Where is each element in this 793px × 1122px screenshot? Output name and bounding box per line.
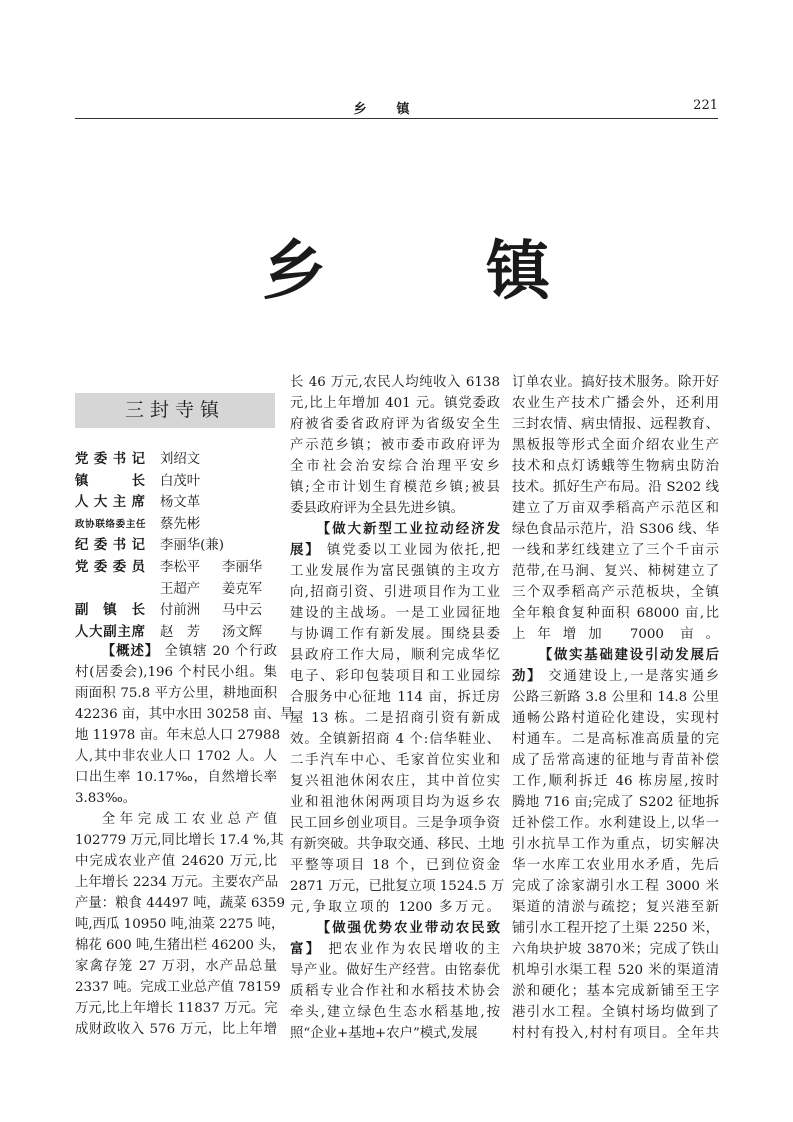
- text-line: 港引水工程。全镇村场均做到了: [512, 1005, 719, 1020]
- text-line: 102779 万元,同比增长 17.4 %,其: [75, 833, 284, 848]
- page-title-char-2: 镇: [486, 234, 550, 309]
- staff-row: [75, 535, 285, 557]
- text-line: 质稻专业合作社和水稻技术协会: [290, 984, 500, 999]
- page-number: 221: [693, 98, 718, 113]
- staff-name: 白茂叶: [160, 473, 201, 489]
- text-line: 屋 13 栋。二是招商引资有新成: [290, 711, 500, 726]
- text-line: 成了岳常高速的征地与青苗补偿: [512, 753, 719, 768]
- staff-name: 李丽华(兼): [160, 538, 225, 554]
- text-line: 范带,在马涧、复兴、柿树建立了: [512, 564, 719, 579]
- text-line: 效。全镇新招商 4 个:信华鞋业、: [290, 732, 500, 747]
- text-line: 一线和茅红线建立了三个千亩示: [512, 543, 719, 558]
- text-run: 把农业作为农民增收的主: [321, 942, 500, 957]
- staff-name: 汤文辉: [222, 624, 263, 640]
- text-line: 绿色食品示范片，沿 S306 线、华: [512, 522, 719, 537]
- town-title: 三封寺镇: [75, 393, 275, 428]
- text-line: 技术和点灯诱蛾等生物病虫防治: [512, 459, 719, 474]
- staff-name: 刘绍文: [160, 452, 201, 467]
- column-2: [290, 372, 505, 1044]
- staff-role: 党委委员: [75, 559, 145, 575]
- text-line: 工作,顺利拆迁 46 栋房屋,按时: [512, 774, 719, 789]
- section-heading: 富】: [290, 942, 322, 957]
- text-line: 引水抗旱工作为重点，切实解决: [512, 837, 719, 852]
- staff-row: [75, 492, 285, 514]
- text-line: [290, 918, 500, 939]
- running-header: [75, 96, 718, 119]
- column-3: [512, 372, 719, 1044]
- staff-row: [75, 579, 285, 601]
- text-line: 元,比上年增加 401 元。镇党委政: [290, 396, 500, 411]
- staff-row: [75, 514, 285, 536]
- text-line: 三封农情、病虫情报、远程教育、: [512, 417, 719, 432]
- text-line: 地 11978 亩。年末总人口 27988: [75, 728, 281, 743]
- text-line: 棉花 600 吨,生猪出栏 46200 头，: [75, 938, 285, 953]
- text-line: 二手汽车中心、毛家首位实业和: [290, 753, 500, 768]
- text-line: [290, 540, 500, 561]
- text-line: 42236 亩，其中水田 30258 亩、旱: [75, 707, 294, 722]
- text-line: 三个双季稻高产示范板块，全镇: [512, 585, 719, 600]
- text-line: 村(居委会),196 个村民小组。集: [75, 665, 277, 680]
- text-line: 华一水库工农业用水矛盾，先后: [512, 858, 719, 873]
- text-line: 迁补偿工作。水利建设上,以华一: [512, 816, 719, 831]
- text-line: 六角块护坡 3870米；完成了铁山: [512, 942, 719, 957]
- section-heading: 【概述】: [101, 644, 160, 659]
- staff-role: 纪委书记: [75, 538, 145, 554]
- staff-name: 赵 芳: [160, 624, 201, 640]
- staff-role: 人大主席: [75, 495, 145, 511]
- text-line: 电子、彩印包装项目和工业园综: [290, 669, 500, 684]
- text-run: 全镇辖 20 个行政: [159, 644, 277, 659]
- staff-role: 镇长: [75, 473, 145, 489]
- text-line: 村村有投入,村村有项目。全年共: [512, 1026, 719, 1041]
- text-line: 腾地 716 亩;完成了 S202 征地拆: [512, 795, 719, 810]
- text-line: 建设的主战场。一是工业园征地: [290, 606, 500, 621]
- text-line: 平整等项目 18 个，已到位资金: [290, 858, 500, 873]
- staff-role: 党委书记: [75, 452, 145, 467]
- text-run: 交通建设上,一是落实通乡: [542, 669, 720, 684]
- staff-name: 杨文革: [160, 495, 201, 511]
- text-line: 农业生产技术广播会外，还利用: [512, 396, 719, 411]
- text-line: 与协调工作有新发展。围绕县委: [290, 627, 500, 642]
- text-line: 黑板报等形式全面介绍农业生产: [512, 438, 719, 453]
- text-line: 机埠引水渠工程 520 米的渠道清: [512, 963, 719, 978]
- text-line: 牵头,建立绿色生态水稻基地,按: [290, 1005, 500, 1020]
- text-line: 2871 万元，已批复立项 1524.5 万: [290, 879, 505, 894]
- staff-name: 付前洲: [160, 603, 201, 619]
- text-line: 公路三新路 3.8 公里和 14.8 公里: [512, 690, 719, 705]
- text-line: 人,其中非农业人口 1702 人。人: [75, 749, 277, 764]
- text-line: 全年粮食复种面积 68000 亩,比: [512, 606, 719, 621]
- text-line: 导产业。做好生产经营。由铭泰优: [290, 963, 500, 978]
- text-line: 淤和硬化；基本完成新铺至王字: [512, 984, 719, 999]
- text-line: 全市社会治安综合治理平安乡: [290, 459, 500, 474]
- staff-name: 李松平: [160, 559, 201, 575]
- text-line: 长 46 万元,农民人均纯收入 6138: [290, 375, 500, 390]
- column-1: [75, 641, 294, 1040]
- text-line: 产示范乡镇；被市委市政府评为: [290, 438, 500, 453]
- text-line: 委县政府评为全县先进乡镇。: [290, 501, 465, 516]
- text-line: 铺引水工程开挖了土渠 2250 米，: [512, 921, 719, 936]
- text-line: 上年增长 2234 万元。主要农产品: [75, 875, 279, 890]
- staff-role: 政协联络委主任: [75, 518, 145, 530]
- text-line: [512, 666, 719, 687]
- section-heading: 【做强优势农业带动农民致: [316, 921, 500, 936]
- section-heading: 【做大新型工业拉动经济发: [316, 522, 500, 537]
- section-heading: 劲】: [512, 669, 543, 684]
- text-line: 中完成农业产值 24620 万元,比: [75, 854, 277, 869]
- text-line: 元,争取立项的 1200 多万元。: [290, 900, 500, 915]
- text-line: 村通车。二是高标准高质量的完: [512, 732, 719, 747]
- staff-list: [75, 449, 285, 643]
- text-line: 口出生率 10.17‰，自然增长率: [75, 770, 277, 785]
- staff-role: 人大副主席: [75, 624, 145, 640]
- text-line: 通畅公路村道砼化建设，实现村: [512, 711, 719, 726]
- text-line: [290, 519, 500, 540]
- text-line: 全年完成工农业总产值: [101, 812, 277, 827]
- staff-name: 蔡先彬: [160, 516, 201, 532]
- text-line: 2337 吨。完成工业总产值 78159: [75, 980, 281, 995]
- text-line: 有新突破。共争取交通、移民、土地: [290, 837, 505, 852]
- text-line: 复兴祖池休闲农庄，其中首位实: [290, 774, 500, 789]
- text-line: 吨,西瓜 10950 吨,油菜 2275 吨，: [75, 917, 285, 932]
- staff-row: [75, 471, 285, 493]
- page-title-char-1: 乡: [262, 234, 326, 309]
- text-line: 向,招商引资、引进项目作为工业: [290, 585, 500, 600]
- text-line: 上年增加 7000 亩。: [512, 627, 719, 642]
- text-line: 照“企业+基地+农户”模式,发展: [290, 1026, 478, 1041]
- text-line: 民工回乡创业项目。三是争项争资: [290, 816, 500, 831]
- text-line: 雨面积 75.8 平方公里，耕地面积: [75, 686, 277, 701]
- text-line: 建立了万亩双季稻高产示范区和: [512, 501, 719, 516]
- staff-row: [75, 600, 285, 622]
- text-line: 渠道的清淤与疏挖；复兴港至新: [512, 900, 719, 915]
- text-run: 镇党委以工业园为依托,把: [320, 543, 501, 558]
- text-line: 工业发展作为富民强镇的主攻方: [290, 564, 500, 579]
- staff-name: 姜克军: [222, 581, 263, 597]
- text-line: 万元,比上年增长 11837 万元。完: [75, 1001, 278, 1016]
- text-line: 成财政收入 576 万元，比上年增: [75, 1022, 277, 1037]
- text-line: [290, 939, 500, 960]
- text-line: 县政府工作大局，顺利完成华忆: [290, 648, 500, 663]
- text-line: 订单农业。搞好技术服务。除开好: [512, 375, 719, 390]
- staff-row: [75, 449, 285, 471]
- staff-name: 王超产: [160, 581, 201, 597]
- text-line: 产量：粮食 44497 吨，蔬菜 6359: [75, 896, 285, 911]
- running-header-section: 乡镇: [353, 102, 440, 117]
- text-line: 完成了涂家湖引水工程 3000 米: [512, 879, 719, 894]
- text-line: 业和祖池休闲两项目均为返乡农: [290, 795, 500, 810]
- staff-row: [75, 557, 285, 579]
- staff-name: 李丽华: [222, 559, 263, 575]
- text-line: 技术。抓好生产布局。沿 S202 线: [512, 480, 719, 495]
- section-heading: 展】: [290, 543, 321, 558]
- text-line: 家禽存笼 27 万羽，水产品总量: [75, 959, 277, 974]
- text-line: 合服务中心征地 114 亩，拆迁房: [290, 690, 500, 705]
- section-heading: 【做实基础建设引动发展后: [538, 648, 719, 663]
- text-line: [512, 645, 719, 666]
- staff-role: 副镇长: [75, 603, 145, 619]
- text-line: 3.83‰。: [75, 791, 137, 806]
- text-line: [75, 641, 277, 662]
- text-line: 镇;全市计划生育模范乡镇;被县: [290, 480, 500, 495]
- staff-name: 马中云: [222, 603, 263, 619]
- text-line: 府被省委省政府评为省级安全生: [290, 417, 500, 432]
